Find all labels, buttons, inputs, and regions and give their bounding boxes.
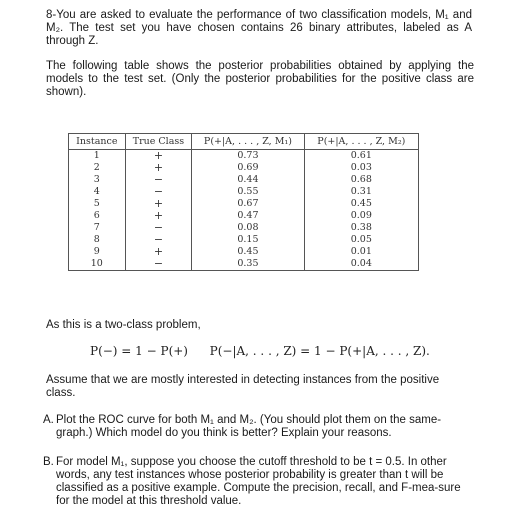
header-m1-probability: P(+|A, . . . , Z, M₁) [192,134,304,150]
part-b [43,456,473,516]
cell-m2-probability: 0.38 [304,222,418,234]
posterior-probability-table [68,133,419,271]
cell-m2-probability: 0.61 [304,150,418,163]
cell-true-class: + [125,162,192,174]
table-row [69,186,419,198]
cell-true-class: + [125,210,192,222]
part-a [43,414,473,444]
cell-instance: 6 [69,210,126,222]
cell-instance: 7 [69,222,126,234]
cell-m1-probability: 0.67 [192,198,304,210]
table-row [69,198,419,210]
table-row [69,258,419,271]
cell-m2-probability: 0.04 [304,258,418,271]
table-header-row [69,134,419,150]
part-a-text: Plot the ROC curve for both M₁ and M₂. (You should plot them on the same-graph.) Which model do you think is better? Explain your reasons. [56,414,442,439]
formula-posterior: P(−|A, . . . , Z) = 1 − P(+|A, . . . , Z). [209,344,430,358]
cell-true-class: − [125,186,192,198]
cell-m2-probability: 0.68 [304,174,418,186]
cell-m1-probability: 0.73 [192,150,304,163]
complement-formula [90,344,450,358]
cell-instance: 4 [69,186,126,198]
cell-m1-probability: 0.35 [192,258,304,271]
cell-instance: 10 [69,258,126,271]
table-row [69,246,419,258]
cell-m1-probability: 0.08 [192,222,304,234]
two-class-note: As this is a two-class problem, [46,319,201,331]
table-row [69,210,419,222]
assumption-text: Assume that we are mostly interested in detecting instances from the positive class. [46,374,440,399]
cell-m2-probability: 0.05 [304,234,418,246]
table-row [69,234,419,246]
cell-instance: 9 [69,246,126,258]
cell-instance: 1 [69,150,126,163]
cell-m1-probability: 0.55 [192,186,304,198]
header-m2-probability: P(+|A, . . . , Z, M₂) [304,134,418,150]
cell-true-class: − [125,222,192,234]
cell-true-class: − [125,234,192,246]
cell-m1-probability: 0.47 [192,210,304,222]
cell-true-class: − [125,174,192,186]
cell-m2-probability: 0.09 [304,210,418,222]
cell-m1-probability: 0.45 [192,246,304,258]
cell-true-class: + [125,246,192,258]
table-row [69,174,419,186]
cell-m1-probability: 0.15 [192,234,304,246]
cell-m1-probability: 0.69 [192,162,304,174]
table-intro: The following table shows the posterior probabilities obtained by applying the models to the test set. (Only the posterior probabilities for the positive class are shown). [46,60,474,98]
cell-m2-probability: 0.31 [304,186,418,198]
cell-instance: 5 [69,198,126,210]
table-row [69,150,419,163]
cell-m2-probability: 0.03 [304,162,418,174]
cell-instance: 8 [69,234,126,246]
part-a-label: A. [43,414,54,426]
header-true-class: True Class [125,134,192,150]
part-b-label: B. [43,456,54,468]
cell-m1-probability: 0.44 [192,174,304,186]
part-b-text: For model M₁, suppose you choose the cutoff threshold to be t = 0.5. In other words, any test instances whose posterior probability is greater than t will be classified as a positive example. Compute the precision, recall, and F-mea-sure for the model at this threshold value. [56,456,461,507]
table-row [69,222,419,234]
cell-true-class: + [125,198,192,210]
question-intro: 8-You are asked to evaluate the performance of two classification models, M₁ and M₂. The test set you have chosen contains 26 binary attributes, labeled as A through Z. [46,9,472,47]
cell-instance: 2 [69,162,126,174]
formula-prior: P(−) = 1 − P(+) [90,344,188,358]
cell-instance: 3 [69,174,126,186]
cell-m2-probability: 0.45 [304,198,418,210]
cell-true-class: + [125,150,192,163]
header-instance: Instance [69,134,126,150]
cell-true-class: − [125,258,192,271]
cell-m2-probability: 0.01 [304,246,418,258]
table-row [69,162,419,174]
